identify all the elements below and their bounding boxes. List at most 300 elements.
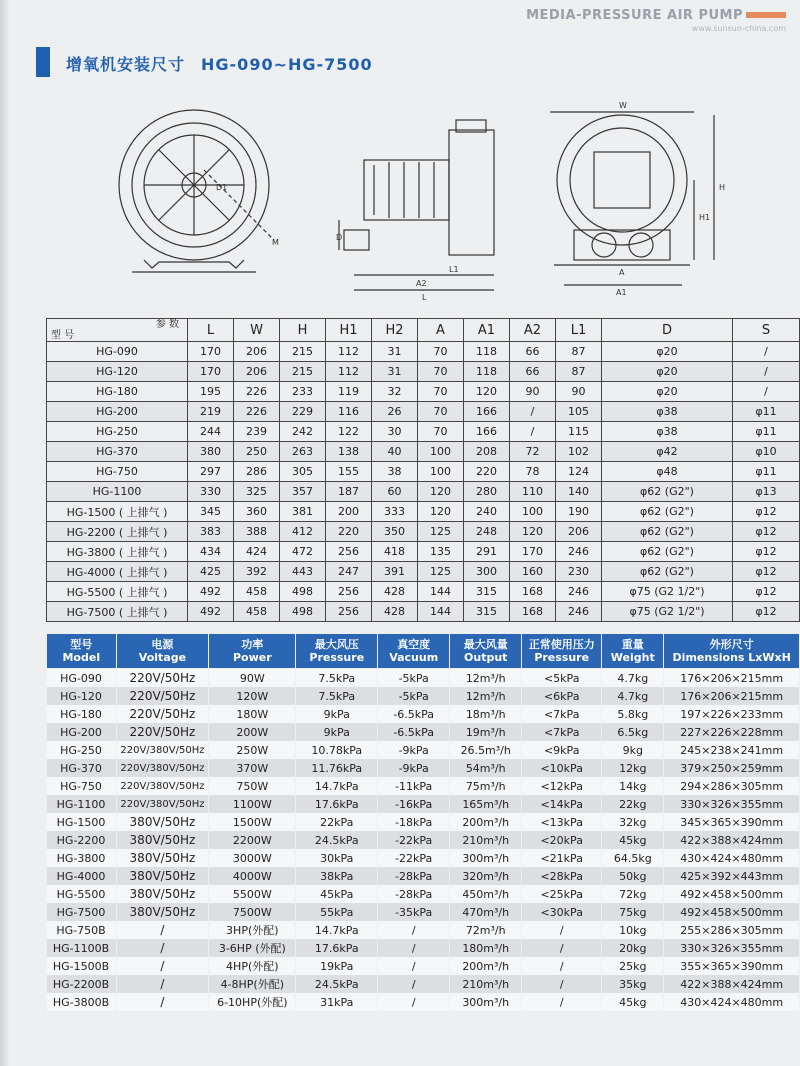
dimension-value-cell: 247 [326, 562, 372, 582]
dimension-value-cell: 219 [188, 402, 234, 422]
dimension-model-cell: HG-7500 ( 上排气 ) [47, 602, 188, 622]
title-code: HG-090~HG-7500 [201, 55, 373, 74]
performance-value-cell: 4.7kg [602, 669, 664, 688]
performance-header-cell [296, 634, 378, 669]
dimension-value-cell: 305 [280, 462, 326, 482]
dimension-value-cell: 30 [372, 422, 418, 442]
dimension-value-cell: 357 [280, 482, 326, 502]
dimension-value-cell: 360 [234, 502, 280, 522]
dimension-value-cell: 118 [464, 362, 510, 382]
title-cn: 增氧机安装尺寸 [66, 55, 186, 74]
dimension-value-cell: 498 [280, 582, 326, 602]
performance-header-row [47, 634, 800, 669]
performance-value-cell: 220V/50Hz [116, 723, 209, 741]
performance-value-cell: 50kg [602, 867, 664, 885]
performance-value-cell: 72m³/h [450, 921, 522, 939]
dimension-value-cell: 200 [326, 502, 372, 522]
performance-model-cell: HG-090 [47, 669, 117, 688]
dimension-value-cell: φ62 (G2") [602, 542, 733, 562]
dimension-value-cell: 239 [234, 422, 280, 442]
dimension-value-cell: 187 [326, 482, 372, 502]
dimension-value-cell: 90 [556, 382, 602, 402]
performance-value-cell: 380V/50Hz [116, 831, 209, 849]
dimension-value-cell: 492 [188, 602, 234, 622]
performance-value-cell: 54m³/h [450, 759, 522, 777]
performance-value-cell: <12kPa [522, 777, 602, 795]
performance-model-cell: HG-250 [47, 741, 117, 759]
dimension-row [47, 342, 800, 362]
dimension-value-cell: 256 [326, 582, 372, 602]
dimension-header-row [47, 319, 800, 342]
dimension-value-cell: 120 [510, 522, 556, 542]
dimension-value-cell: 428 [372, 602, 418, 622]
dimension-value-cell: 116 [326, 402, 372, 422]
dimension-value-cell: 492 [188, 582, 234, 602]
performance-value-cell: -22kPa [378, 849, 450, 867]
performance-value-cell: -5kPa [378, 669, 450, 688]
dimension-value-cell: φ75 (G2 1/2") [602, 582, 733, 602]
brand-accent-bar [746, 12, 786, 18]
performance-value-cell: 245×238×241mm [664, 741, 800, 759]
dimension-value-cell: 325 [234, 482, 280, 502]
dimension-value-cell: φ10 [733, 442, 800, 462]
dimension-value-cell: 246 [556, 582, 602, 602]
performance-row [47, 741, 800, 759]
dimension-value-cell: 297 [188, 462, 234, 482]
dimension-value-cell: 244 [188, 422, 234, 442]
performance-value-cell: / [378, 921, 450, 939]
performance-value-cell: 355×365×390mm [664, 957, 800, 975]
dimension-table [46, 318, 800, 622]
dimension-value-cell: 498 [280, 602, 326, 622]
dimension-table-body [47, 342, 800, 622]
dimension-value-cell: 345 [188, 502, 234, 522]
dimension-value-cell: 256 [326, 542, 372, 562]
performance-value-cell: 5.8kg [602, 705, 664, 723]
performance-value-cell: -22kPa [378, 831, 450, 849]
dimension-value-cell: 220 [326, 522, 372, 542]
dimension-value-cell: 140 [556, 482, 602, 502]
performance-model-cell: HG-1100 [47, 795, 117, 813]
header-s: S [733, 319, 800, 342]
dimension-value-cell: 135 [418, 542, 464, 562]
performance-model-cell: HG-3800 [47, 849, 117, 867]
dimension-value-cell: 66 [510, 342, 556, 362]
dimension-value-cell: 60 [372, 482, 418, 502]
performance-value-cell: 294×286×305mm [664, 777, 800, 795]
label-h: H [719, 183, 726, 192]
page-binding-edge [0, 0, 10, 1066]
dimension-value-cell: 248 [464, 522, 510, 542]
dimension-value-cell: 208 [464, 442, 510, 462]
performance-value-cell: 200W [209, 723, 296, 741]
performance-value-cell: 300m³/h [450, 993, 522, 1011]
dimension-row [47, 382, 800, 402]
dimension-value-cell: 105 [556, 402, 602, 422]
dimension-value-cell: 286 [234, 462, 280, 482]
dimension-row [47, 362, 800, 382]
dimension-row [47, 422, 800, 442]
dimension-value-cell: 215 [280, 362, 326, 382]
performance-model-cell: HG-200 [47, 723, 117, 741]
performance-value-cell: 370W [209, 759, 296, 777]
performance-row [47, 687, 800, 705]
performance-row [47, 867, 800, 885]
dimension-row [47, 562, 800, 582]
performance-value-cell: 120W [209, 687, 296, 705]
header-en-label: Weight [610, 651, 655, 664]
dimension-value-cell: 102 [556, 442, 602, 462]
header-h1: H1 [326, 319, 372, 342]
performance-value-cell: / [116, 975, 209, 993]
performance-value-cell: 197×226×233mm [664, 705, 800, 723]
dimension-value-cell: 443 [280, 562, 326, 582]
performance-row [47, 669, 800, 688]
dimension-value-cell: / [733, 382, 800, 402]
dimension-value-cell: 66 [510, 362, 556, 382]
header-en-label: Dimensions LxWxH [672, 651, 791, 664]
dimension-value-cell: φ12 [733, 602, 800, 622]
dimension-value-cell: 90 [510, 382, 556, 402]
performance-value-cell: 12kg [602, 759, 664, 777]
dimension-model-cell: HG-090 [47, 342, 188, 362]
performance-value-cell: 220V/380V/50Hz [116, 777, 209, 795]
dimension-value-cell: 87 [556, 362, 602, 382]
performance-header-cell [47, 634, 117, 669]
performance-value-cell: 30kPa [296, 849, 378, 867]
label-d: D [336, 233, 343, 242]
dimension-value-cell: 263 [280, 442, 326, 462]
performance-row [47, 759, 800, 777]
performance-row [47, 705, 800, 723]
performance-value-cell: 3-6HP (外配) [209, 939, 296, 957]
header-h2: H2 [372, 319, 418, 342]
performance-value-cell: 380V/50Hz [116, 885, 209, 903]
dimension-value-cell: 112 [326, 362, 372, 382]
performance-value-cell: / [116, 993, 209, 1011]
header-en-label: Model [62, 651, 101, 664]
performance-value-cell: 12m³/h [450, 669, 522, 688]
performance-value-cell: 220V/50Hz [116, 669, 209, 688]
dimension-value-cell: 31 [372, 342, 418, 362]
performance-value-cell: 19kPa [296, 957, 378, 975]
performance-value-cell: 750W [209, 777, 296, 795]
dimension-value-cell: 380 [188, 442, 234, 462]
dimension-value-cell: 230 [556, 562, 602, 582]
label-h1: H1 [699, 213, 711, 222]
dimension-value-cell: 233 [280, 382, 326, 402]
dimension-row [47, 582, 800, 602]
performance-value-cell: <20kPa [522, 831, 602, 849]
dimension-value-cell: 110 [510, 482, 556, 502]
performance-value-cell: 11.76kPa [296, 759, 378, 777]
performance-model-cell: HG-2200B [47, 975, 117, 993]
dimension-value-cell: 168 [510, 602, 556, 622]
performance-header-cell [116, 634, 209, 669]
dimension-value-cell: 168 [510, 582, 556, 602]
performance-value-cell: <21kPa [522, 849, 602, 867]
dimension-value-cell: φ20 [602, 342, 733, 362]
page-title [66, 52, 373, 75]
performance-value-cell: 9kPa [296, 723, 378, 741]
performance-value-cell: 330×326×355mm [664, 795, 800, 813]
performance-value-cell: <13kPa [522, 813, 602, 831]
label-l1: L1 [449, 265, 459, 274]
performance-value-cell: / [378, 957, 450, 975]
performance-value-cell: 220V/380V/50Hz [116, 759, 209, 777]
label-l: L [422, 293, 427, 302]
performance-row [47, 903, 800, 921]
performance-value-cell: <5kPa [522, 669, 602, 688]
top-view-drawing [550, 112, 714, 285]
performance-value-cell: 492×458×500mm [664, 903, 800, 921]
performance-value-cell: 14.7kPa [296, 777, 378, 795]
dimension-value-cell: 250 [234, 442, 280, 462]
dimension-value-cell: φ75 (G2 1/2") [602, 602, 733, 622]
dimension-value-cell: 38 [372, 462, 418, 482]
performance-value-cell: 425×392×443mm [664, 867, 800, 885]
performance-value-cell: 4HP(外配) [209, 957, 296, 975]
performance-value-cell: 22kg [602, 795, 664, 813]
performance-row [47, 939, 800, 957]
performance-value-cell: 380V/50Hz [116, 867, 209, 885]
performance-value-cell: 14kg [602, 777, 664, 795]
dimension-value-cell: 170 [188, 342, 234, 362]
dimension-value-cell: φ12 [733, 582, 800, 602]
dimension-model-cell: HG-120 [47, 362, 188, 382]
dimension-value-cell: 391 [372, 562, 418, 582]
dimension-model-cell: HG-180 [47, 382, 188, 402]
performance-value-cell: 7.5kPa [296, 687, 378, 705]
performance-value-cell: 422×388×424mm [664, 831, 800, 849]
header-l1: L1 [556, 319, 602, 342]
performance-value-cell: 3HP(外配) [209, 921, 296, 939]
performance-value-cell: 200m³/h [450, 813, 522, 831]
performance-value-cell: -16kPa [378, 795, 450, 813]
dimension-value-cell: 125 [418, 562, 464, 582]
dimension-value-cell: 458 [234, 602, 280, 622]
dimension-value-cell: 206 [234, 362, 280, 382]
brand-url: www.sunsun-china.com [691, 24, 786, 33]
dimension-value-cell: / [510, 422, 556, 442]
dimension-value-cell: 280 [464, 482, 510, 502]
performance-value-cell: -35kPa [378, 903, 450, 921]
performance-value-cell: 210m³/h [450, 831, 522, 849]
performance-value-cell: / [116, 939, 209, 957]
dimension-value-cell: 40 [372, 442, 418, 462]
dimension-model-cell: HG-750 [47, 462, 188, 482]
dimension-value-cell: 70 [418, 382, 464, 402]
performance-value-cell: 1100W [209, 795, 296, 813]
performance-value-cell: -9kPa [378, 741, 450, 759]
dimension-value-cell: φ12 [733, 502, 800, 522]
header-cn-label: 最大风压 [314, 638, 359, 651]
performance-value-cell: <25kPa [522, 885, 602, 903]
dimension-value-cell: 170 [510, 542, 556, 562]
dimension-value-cell: φ20 [602, 382, 733, 402]
dimension-value-cell: 120 [464, 382, 510, 402]
performance-value-cell: <30kPa [522, 903, 602, 921]
performance-value-cell: 10kg [602, 921, 664, 939]
dimension-value-cell: 78 [510, 462, 556, 482]
performance-value-cell: 165m³/h [450, 795, 522, 813]
dimension-value-cell: 242 [280, 422, 326, 442]
dimension-value-cell: 190 [556, 502, 602, 522]
performance-value-cell: 4.7kg [602, 687, 664, 705]
performance-value-cell: <28kPa [522, 867, 602, 885]
performance-value-cell: -5kPa [378, 687, 450, 705]
performance-header-cell [378, 634, 450, 669]
performance-model-cell: HG-3800B [47, 993, 117, 1011]
dimension-value-cell: 70 [418, 342, 464, 362]
performance-row [47, 993, 800, 1011]
performance-value-cell: 75m³/h [450, 777, 522, 795]
dimension-value-cell: 392 [234, 562, 280, 582]
performance-value-cell: 9kPa [296, 705, 378, 723]
dimension-value-cell: 112 [326, 342, 372, 362]
performance-value-cell: 24.5kPa [296, 975, 378, 993]
dimension-value-cell: 70 [418, 422, 464, 442]
performance-value-cell: -28kPa [378, 867, 450, 885]
performance-value-cell: 25kg [602, 957, 664, 975]
performance-value-cell: / [522, 921, 602, 939]
performance-value-cell: 38kPa [296, 867, 378, 885]
dimension-value-cell: 26 [372, 402, 418, 422]
performance-model-cell: HG-1500B [47, 957, 117, 975]
dimension-value-cell: 115 [556, 422, 602, 442]
header-en-label: Output [464, 651, 508, 664]
performance-value-cell: -9kPa [378, 759, 450, 777]
performance-value-cell: 379×250×259mm [664, 759, 800, 777]
performance-value-cell: 492×458×500mm [664, 885, 800, 903]
performance-value-cell: 7.5kPa [296, 669, 378, 688]
dimension-value-cell: φ62 (G2") [602, 502, 733, 522]
performance-value-cell: 22kPa [296, 813, 378, 831]
performance-model-cell: HG-180 [47, 705, 117, 723]
dimension-value-cell: 330 [188, 482, 234, 502]
header-cn-label: 真空度 [397, 638, 431, 651]
title-marker [36, 47, 50, 77]
performance-value-cell: 380V/50Hz [116, 813, 209, 831]
dimension-value-cell: 144 [418, 582, 464, 602]
dimension-row [47, 462, 800, 482]
performance-value-cell: 7500W [209, 903, 296, 921]
performance-value-cell: / [522, 957, 602, 975]
dimension-value-cell: 246 [556, 542, 602, 562]
dimension-value-cell: 220 [464, 462, 510, 482]
dimension-model-cell: HG-370 [47, 442, 188, 462]
dimension-value-cell: 206 [234, 342, 280, 362]
dimension-value-cell: φ38 [602, 422, 733, 442]
dimension-value-cell: 215 [280, 342, 326, 362]
performance-header-cell [522, 634, 602, 669]
performance-value-cell: / [522, 993, 602, 1011]
dimension-value-cell: 206 [556, 522, 602, 542]
performance-value-cell: 176×206×215mm [664, 669, 800, 688]
dimension-value-cell: 160 [510, 562, 556, 582]
performance-model-cell: HG-750B [47, 921, 117, 939]
dimension-value-cell: 100 [510, 502, 556, 522]
performance-value-cell: 430×424×480mm [664, 993, 800, 1011]
performance-value-cell: <6kPa [522, 687, 602, 705]
dimension-value-cell: 315 [464, 582, 510, 602]
dimension-value-cell: 381 [280, 502, 326, 522]
performance-value-cell: 210m³/h [450, 975, 522, 993]
performance-table [46, 633, 800, 1011]
dimension-model-cell: HG-4000 ( 上排气 ) [47, 562, 188, 582]
performance-header-cell [450, 634, 522, 669]
dimension-value-cell: 226 [234, 382, 280, 402]
dimension-value-cell: 120 [418, 502, 464, 522]
header-a1: A1 [464, 319, 510, 342]
performance-value-cell: <7kPa [522, 723, 602, 741]
dimension-value-cell: 122 [326, 422, 372, 442]
performance-value-cell: 45kg [602, 993, 664, 1011]
performance-value-cell: 430×424×480mm [664, 849, 800, 867]
label-a: A [619, 268, 625, 277]
dimension-value-cell: 119 [326, 382, 372, 402]
dimension-value-cell: φ62 (G2") [602, 562, 733, 582]
performance-value-cell: 31kPa [296, 993, 378, 1011]
performance-value-cell: <9kPa [522, 741, 602, 759]
performance-model-cell: HG-5500 [47, 885, 117, 903]
dimension-value-cell: 100 [418, 462, 464, 482]
performance-value-cell: / [522, 975, 602, 993]
performance-value-cell: -28kPa [378, 885, 450, 903]
dimension-value-cell: 120 [418, 482, 464, 502]
performance-value-cell: 2200W [209, 831, 296, 849]
performance-value-cell: 4000W [209, 867, 296, 885]
dimension-value-cell: 138 [326, 442, 372, 462]
performance-value-cell: 300m³/h [450, 849, 522, 867]
label-d1: D1 [216, 183, 228, 192]
performance-model-cell: HG-120 [47, 687, 117, 705]
header-cn-label: 最大风量 [463, 638, 508, 651]
performance-value-cell: / [116, 921, 209, 939]
dimension-value-cell: 124 [556, 462, 602, 482]
header-a: A [418, 319, 464, 342]
dimension-row [47, 442, 800, 462]
dimension-value-cell: 383 [188, 522, 234, 542]
dimension-value-cell: φ12 [733, 542, 800, 562]
dimension-value-cell: 70 [418, 402, 464, 422]
header-en-label: Voltage [138, 651, 187, 664]
performance-value-cell: <10kPa [522, 759, 602, 777]
dimension-value-cell: 31 [372, 362, 418, 382]
header-cn-label: 重量 [621, 638, 644, 651]
performance-value-cell: / [378, 939, 450, 957]
performance-header-cell [209, 634, 296, 669]
dimension-value-cell: φ62 (G2") [602, 522, 733, 542]
header-w: W [234, 319, 280, 342]
performance-row [47, 795, 800, 813]
dimension-value-cell: 240 [464, 502, 510, 522]
performance-value-cell: 72kg [602, 885, 664, 903]
performance-row [47, 723, 800, 741]
performance-value-cell: 255×286×305mm [664, 921, 800, 939]
dimension-value-cell: / [733, 362, 800, 382]
corner-bottom: 型 号 [51, 330, 75, 341]
performance-value-cell: 180m³/h [450, 939, 522, 957]
performance-value-cell: 470m³/h [450, 903, 522, 921]
dimension-value-cell: 350 [372, 522, 418, 542]
performance-value-cell: 320m³/h [450, 867, 522, 885]
performance-value-cell: 5500W [209, 885, 296, 903]
side-view-drawing [339, 120, 494, 290]
dimension-value-cell: 125 [418, 522, 464, 542]
dimension-value-cell: 195 [188, 382, 234, 402]
performance-header-cell [664, 634, 800, 669]
